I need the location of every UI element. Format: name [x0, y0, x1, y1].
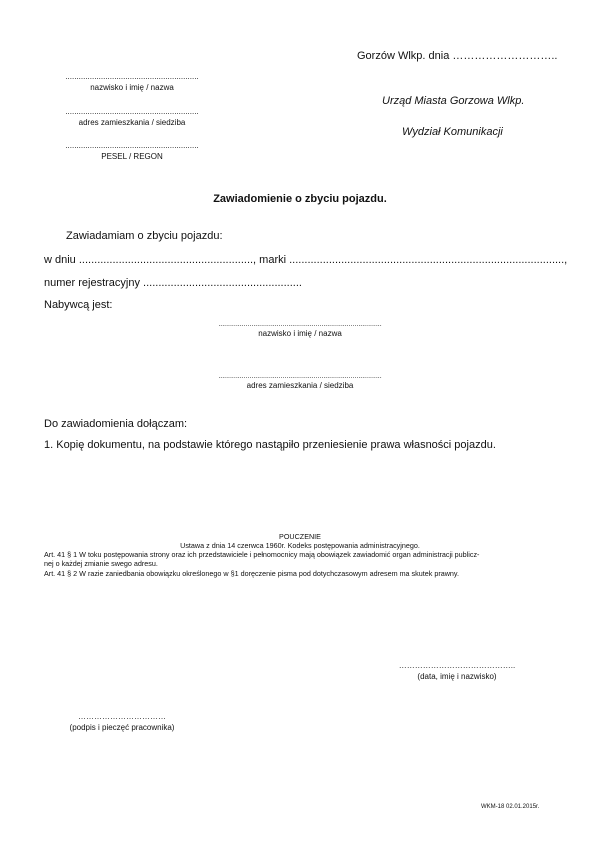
registration-line[interactable]: numer rejestracyjny .................................................... [44, 277, 302, 289]
sender-pesel-field[interactable]: ............................................................ [65, 141, 199, 150]
sender-pesel-label: PESEL / REGON [101, 152, 163, 161]
place-date-line[interactable]: Gorzów Wlkp. dnia ……………………….. [357, 50, 558, 62]
sender-name-block [48, 72, 216, 92]
buyer-address-label: adres zamieszkania / siedziba [246, 381, 354, 390]
clerk-signature-block [58, 712, 186, 732]
buyer-name-field[interactable]: .................................................................................... [218, 321, 382, 328]
applicant-signature-label: (data, imię i nazwisko) [417, 672, 497, 681]
notice-article-2: Art. 41 § 2 W razie zaniedbania obowiązku określonego w §1 doręczenie pisma pod dotychczasowym adresem ma skutek prawny. [44, 569, 459, 578]
applicant-signature-block [394, 661, 520, 681]
body-intro: Zawiadamiam o zbyciu pojazdu: [66, 230, 223, 242]
date-brand-line[interactable]: w dniu ........................................................., marki .........................................................................................., [44, 254, 568, 266]
buyer-label: Nabywcą jest: [44, 299, 113, 311]
sender-pesel-block [48, 141, 216, 161]
attachment-item-1: 1. Kopię dokumentu, na podstawie którego nastąpiło przeniesienie prawa własności pojazdu. [44, 439, 496, 451]
buyer-name-label: nazwisko i imię / nazwa [258, 329, 342, 338]
buyer-name-block [214, 321, 386, 338]
notice-title: POUCZENIE [279, 532, 321, 541]
sender-name-label: nazwisko i imię / nazwa [90, 83, 174, 92]
form-code: WKM-18 02.01.2015r. [481, 804, 540, 810]
sender-address-label: adres zamieszkania / siedziba [78, 118, 186, 127]
clerk-signature-label: (podpis i pieczęć pracownika) [69, 723, 175, 732]
sender-address-block [48, 107, 216, 127]
notice-subtitle: Ustawa z dnia 14 czerwca 1960r. Kodeks postępowania administracyjnego. [180, 541, 420, 550]
sender-name-field[interactable]: ............................................................ [65, 72, 199, 81]
recipient-office: Urząd Miasta Gorzowa Wlkp. [382, 95, 525, 107]
notice-article-1-continued: nej o każdej zmianie swego adresu. [44, 559, 158, 568]
buyer-address-block [214, 373, 386, 390]
attachments-heading: Do zawiadomienia dołączam: [44, 418, 188, 430]
buyer-address-field[interactable]: .................................................................................... [218, 373, 382, 380]
applicant-signature-field[interactable]: …………………………………….. [398, 661, 516, 670]
document-title: Zawiadomienie o zbyciu pojazdu. [213, 193, 387, 205]
notice-article-1: Art. 41 § 1 W toku postępowania strony oraz ich przedstawiciele i pełnomocnicy mają obowiązek zawiadomić organ administracji publicz- [44, 550, 480, 559]
sender-address-field[interactable]: ............................................................ [65, 107, 199, 116]
clerk-signature-field[interactable]: …………………………… [78, 712, 166, 721]
recipient-department: Wydział Komunikacji [402, 126, 503, 138]
